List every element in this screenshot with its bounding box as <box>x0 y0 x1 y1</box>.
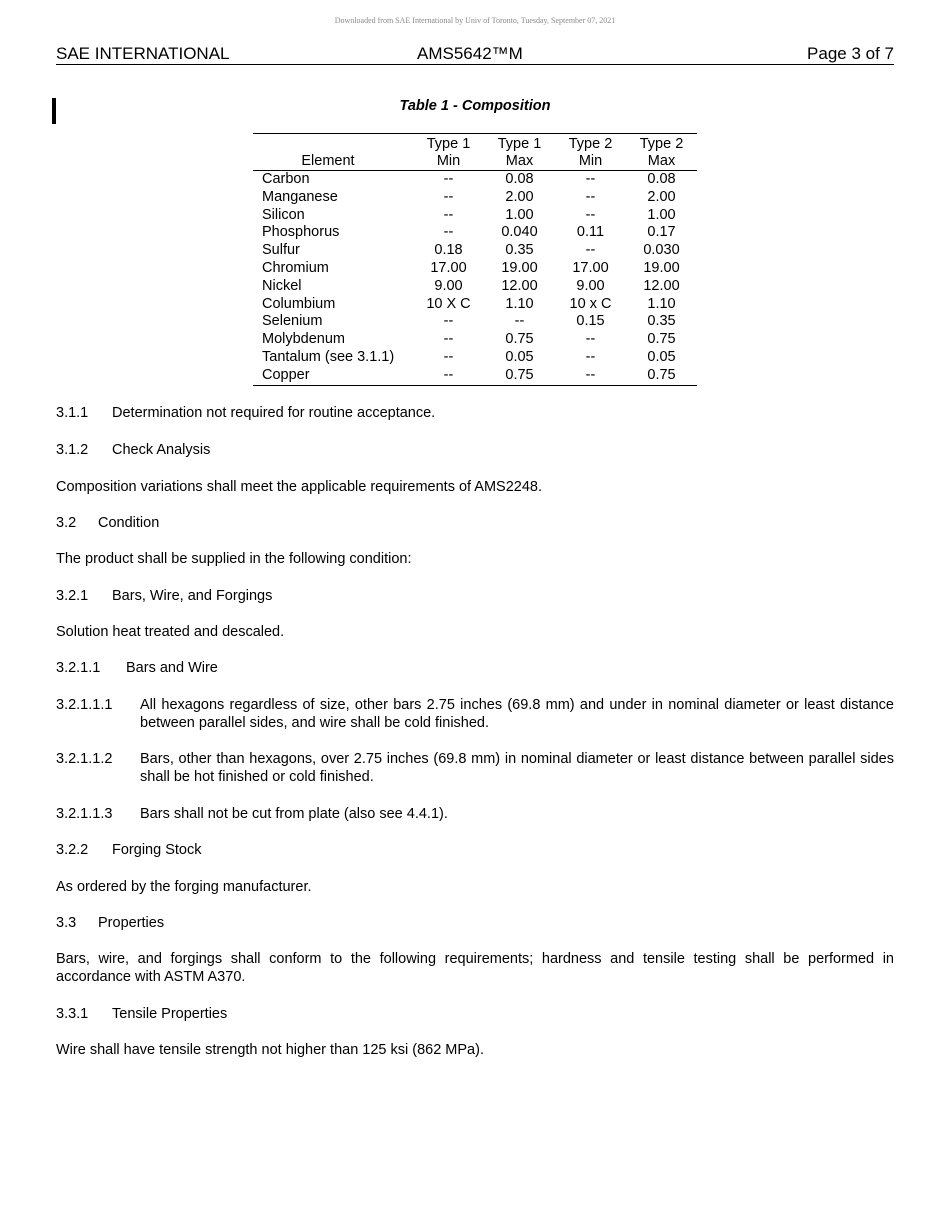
section-number: 3.2.1 <box>56 588 89 604</box>
section-text: All hexagons regardless of size, other bars 2.75 inches (69.8 mm) and under in nominal diameter or least distance between parallel sides, and wire shall be cold finished. <box>140 697 894 731</box>
cell-type2-max: 2.00 <box>647 188 676 205</box>
header-type2-max: Type 2 Max <box>626 134 697 171</box>
cell-type2-max: 1.00 <box>647 206 676 223</box>
cell-type1-max: 2.00 <box>505 188 534 205</box>
paragraph-check-analysis: Composition variations shall meet the applicable requirements of AMS2248. <box>56 479 543 495</box>
cell-type2-max: 0.75 <box>647 331 676 348</box>
cell-type2-max: 0.05 <box>647 348 676 365</box>
cell-type1-max: 19.00 <box>501 259 538 276</box>
cell-type2-min: -- <box>585 242 596 259</box>
cell-element: Carbon <box>262 171 310 187</box>
table-row <box>253 207 697 225</box>
cell-type1-max: 12.00 <box>501 277 538 294</box>
cell-type2-min: 0.11 <box>576 224 605 241</box>
cell-element: Tantalum (see 3.1.1) <box>262 348 395 365</box>
paragraph-bars-wire-forgings: Solution heat treated and descaled. <box>56 624 285 640</box>
cell-type2-max: 19.00 <box>643 259 680 276</box>
cell-element: Chromium <box>262 259 329 276</box>
header-org: SAE INTERNATIONAL <box>56 44 230 63</box>
cell-type2-min: -- <box>555 367 626 385</box>
table-row <box>253 189 697 207</box>
cell-type1-min: -- <box>443 224 454 241</box>
section-heading: Bars and Wire <box>126 660 218 676</box>
section-number: 3.3.1 <box>56 1006 89 1022</box>
table-row <box>253 171 697 189</box>
section-3-2-1-1-heading <box>56 659 894 677</box>
cell-type1-max: -- <box>514 313 525 330</box>
section-heading: Bars, Wire, and Forgings <box>112 588 273 604</box>
section-heading: Forging Stock <box>112 842 202 858</box>
cell-type1-max: 1.10 <box>505 295 534 312</box>
cell-element: Selenium <box>262 313 323 330</box>
cell-type2-min: -- <box>585 348 596 365</box>
table-row <box>253 367 697 385</box>
table-row <box>253 278 697 296</box>
cell-type2-min: -- <box>585 206 596 223</box>
table-header-row <box>253 134 697 171</box>
cell-type1-max: 0.75 <box>484 367 555 385</box>
section-3-3-heading <box>56 914 894 932</box>
cell-type1-min: -- <box>443 348 454 365</box>
table-row <box>253 296 697 314</box>
section-number: 3.2.1.1.1 <box>56 697 113 713</box>
cell-type1-max: 0.75 <box>505 331 534 348</box>
section-heading: Condition <box>98 515 160 531</box>
section-text: Bars shall not be cut from plate (also see 4.4.1). <box>140 806 448 822</box>
cell-type2-max: 0.08 <box>647 171 676 187</box>
page-header <box>56 44 894 65</box>
cell-type2-max: 0.030 <box>643 242 680 259</box>
cell-element: Copper <box>253 367 413 385</box>
cell-type1-max: 0.35 <box>505 242 534 259</box>
cell-type1-min: -- <box>443 171 454 187</box>
section-heading: Properties <box>98 915 165 931</box>
section-number: 3.2.1.1.2 <box>56 751 113 767</box>
table-row <box>253 331 697 349</box>
section-number: 3.3 <box>56 915 77 931</box>
table-row <box>253 313 697 331</box>
cell-element: Silicon <box>262 206 305 223</box>
cell-type1-max: 1.00 <box>505 206 534 223</box>
cell-type1-min: -- <box>443 313 454 330</box>
section-3-2-heading <box>56 514 894 532</box>
cell-type2-min: 10 x C <box>569 295 612 312</box>
cell-type1-min: 0.18 <box>434 242 463 259</box>
section-3-1-2-heading <box>56 441 894 459</box>
cell-type1-max: 0.040 <box>501 224 538 241</box>
cell-type2-min: 9.00 <box>576 277 605 294</box>
cell-type2-max: 1.10 <box>647 295 676 312</box>
table-title: Table 1 - Composition <box>399 98 551 114</box>
section-heading: Check Analysis <box>112 442 211 458</box>
paragraph-properties: Bars, wire, and forgings shall conform to the following requirements; hardness and tensile testing shall be performed in accordance with ASTM A370. <box>56 951 894 985</box>
section-3-3-1-heading <box>56 1005 894 1023</box>
section-text: Determination not required for routine acceptance. <box>112 405 436 421</box>
header-type2-min: Type 2 Min <box>555 134 626 171</box>
table-row <box>253 224 697 242</box>
section-3-2-2-heading <box>56 841 894 859</box>
section-3-2-1-1-3 <box>56 805 894 823</box>
table-row <box>253 242 697 260</box>
section-number: 3.2 <box>56 515 77 531</box>
table-row <box>253 260 697 278</box>
cell-type2-max: 0.35 <box>647 313 676 330</box>
section-number: 3.2.1.1 <box>56 660 101 676</box>
cell-type2-max: 12.00 <box>643 277 680 294</box>
cell-type1-min: -- <box>443 206 454 223</box>
cell-type1-min: -- <box>443 188 454 205</box>
header-element: Element <box>253 134 413 171</box>
header-type1-min: Type 1 Min <box>413 134 484 171</box>
cell-type1-max: 0.05 <box>505 348 534 365</box>
composition-table <box>253 133 697 386</box>
table-row <box>253 349 697 367</box>
cell-type2-max: 0.17 <box>647 224 676 241</box>
section-3-2-1-1-2 <box>56 750 894 786</box>
cell-element: Nickel <box>262 277 302 294</box>
section-number: 3.1.2 <box>56 442 89 458</box>
section-number: 3.2.1.1.3 <box>56 806 113 822</box>
cell-type1-min: -- <box>413 367 484 385</box>
cell-type1-max: 0.08 <box>505 171 534 187</box>
cell-type2-min: -- <box>585 188 596 205</box>
paragraph-forging-stock: As ordered by the forging manufacturer. <box>56 879 312 895</box>
cell-type2-min: 0.15 <box>576 313 605 330</box>
header-type1-max: Type 1 Max <box>484 134 555 171</box>
header-document-number: AMS5642™M <box>417 44 523 63</box>
cell-type2-min: -- <box>585 171 596 187</box>
section-3-2-1-heading <box>56 587 894 605</box>
cell-element: Phosphorus <box>262 224 340 241</box>
cell-element: Molybdenum <box>262 331 346 348</box>
section-3-1-1 <box>56 404 894 422</box>
section-heading: Tensile Properties <box>112 1006 228 1022</box>
cell-type2-min: 17.00 <box>572 259 609 276</box>
cell-type2-max: 0.75 <box>626 367 697 385</box>
cell-element: Columbium <box>262 295 336 312</box>
cell-element: Sulfur <box>262 242 300 259</box>
cell-type1-min: 17.00 <box>430 259 467 276</box>
paragraph-tensile-properties: Wire shall have tensile strength not higher than 125 ksi (862 MPa). <box>56 1042 484 1058</box>
section-text: Bars, other than hexagons, over 2.75 inches (69.8 mm) in nominal diameter or least distance between parallel sides shall be hot finished or cold finished. <box>140 751 894 785</box>
section-3-2-1-1-1 <box>56 696 894 732</box>
header-page-number: Page 3 of 7 <box>807 44 894 63</box>
section-number: 3.1.1 <box>56 405 89 421</box>
paragraph-condition: The product shall be supplied in the following condition: <box>56 551 412 567</box>
cell-type2-min: -- <box>585 331 596 348</box>
cell-type1-min: 9.00 <box>434 277 463 294</box>
cell-type1-min: 10 X C <box>426 295 471 312</box>
cell-type1-min: -- <box>443 331 454 348</box>
cell-element: Manganese <box>262 188 338 205</box>
section-number: 3.2.2 <box>56 842 89 858</box>
download-watermark: Downloaded from SAE International by Univ of Toronto, Tuesday, September 07, 2021 <box>334 16 616 25</box>
